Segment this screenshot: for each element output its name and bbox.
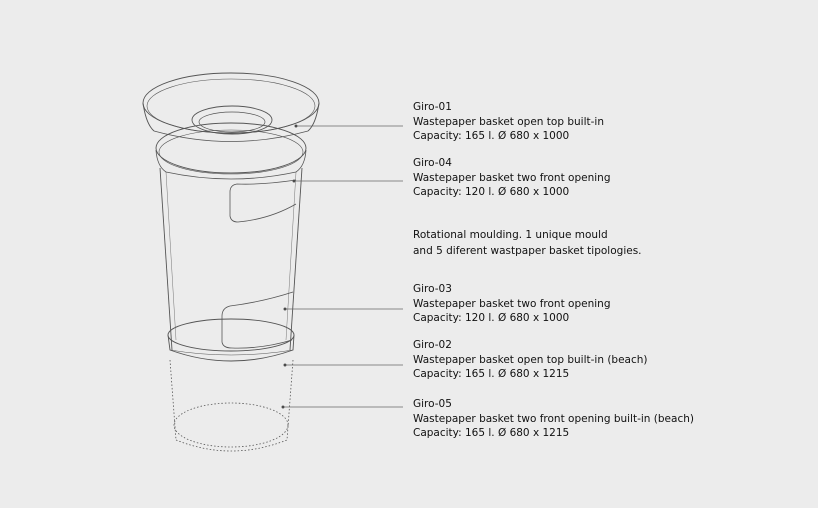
label-description: Wastepaper basket open top built-in [413, 115, 604, 128]
upper-front-opening [230, 180, 296, 222]
label-capacity: Capacity: 120 l. Ø 680 x 1000 [413, 312, 570, 324]
lid-opening-inner [199, 112, 265, 132]
body-top-rim [156, 123, 306, 173]
extension-left-side [170, 360, 176, 440]
production-note [413, 227, 642, 259]
label-giro-05 [413, 397, 694, 441]
body-left-side [160, 168, 172, 350]
lid-side [143, 103, 319, 131]
label-giro-03 [413, 282, 611, 326]
lid-outer-rim [143, 73, 319, 133]
label-code: Giro-05 [413, 398, 452, 410]
label-description: Wastepaper basket two front opening [413, 171, 611, 184]
label-code: Giro-01 [413, 101, 452, 113]
label-description: Wastepaper basket open top built-in (beach) [413, 353, 648, 366]
note-line-1: Rotational moulding. 1 unique mould [413, 229, 608, 241]
body-top-band [156, 150, 306, 179]
label-capacity: Capacity: 165 l. Ø 680 x 1000 [413, 130, 570, 142]
note-line-2: and 5 diferent wastpaper basket tipologies. [413, 245, 642, 257]
label-code: Giro-02 [413, 339, 452, 351]
extension-base [174, 403, 288, 447]
lower-ring-top [168, 319, 294, 351]
label-code: Giro-04 [413, 157, 452, 169]
body-top-rim-inner [159, 130, 303, 174]
label-giro-02 [413, 338, 648, 382]
label-capacity: Capacity: 165 l. Ø 680 x 1215 [413, 427, 570, 439]
label-description: Wastepaper basket two front opening built-in (beach) [413, 412, 694, 425]
extension-right-side [287, 360, 293, 440]
label-code: Giro-03 [413, 283, 452, 295]
label-giro-04 [413, 156, 611, 200]
label-description: Wastepaper basket two front opening [413, 297, 611, 310]
label-capacity: Capacity: 165 l. Ø 680 x 1215 [413, 368, 570, 380]
label-giro-01 [413, 100, 604, 144]
label-capacity: Capacity: 120 l. Ø 680 x 1000 [413, 186, 570, 198]
body-right-side [290, 168, 302, 350]
